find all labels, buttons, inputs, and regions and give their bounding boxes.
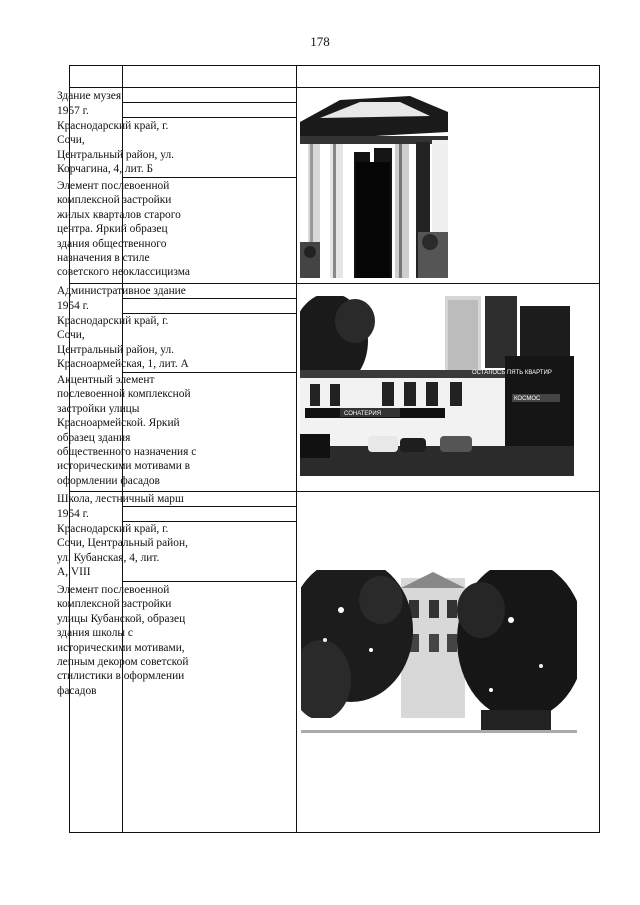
address-line: Сочи, Центральный район, [57, 537, 188, 550]
description-line: жилых кварталов старого [57, 208, 181, 221]
description-line: историческими мотивами в [57, 460, 191, 473]
column-divider [296, 66, 297, 832]
description-line: советского неоклассицизма [57, 266, 190, 279]
photo-sign-text: ОСТАЛОСЬ ПЯТЬ КВАРТИР [472, 370, 552, 376]
cell-divider [122, 177, 296, 178]
entry-description [55, 179, 293, 280]
entry-name: Здание музея [57, 90, 122, 102]
administrative-building-photo [300, 296, 574, 476]
description-line: лепным декором советской [57, 656, 189, 669]
address-line: Краснодарский край, г. [57, 523, 169, 535]
photo-sign-text: СОНАТЕРИЯ [344, 411, 382, 417]
address-line: Красноармейская, 1, лит. А [57, 358, 189, 371]
entry-year: 1954 г. [57, 300, 89, 312]
description-line: оформлении фасадов [57, 474, 160, 487]
address-line: Центральный район, ул. [57, 343, 174, 356]
description-line: Акцентный элемент [57, 374, 155, 386]
address-line: Корчагина, 4, лит. Б [57, 163, 154, 176]
address-line: Краснодарский край, г. [57, 120, 169, 132]
description-line: назначения в стиле [57, 252, 150, 265]
entry-address [55, 119, 293, 177]
description-line: фасадов [57, 684, 97, 697]
address-line: ул. Кубанская, 4, лит. [57, 551, 160, 564]
description-line: послевоенной комплексной [57, 388, 191, 401]
description-line: комплексной застройки [57, 598, 172, 611]
description-line: здания школы с [57, 627, 133, 640]
header-row-divider [70, 87, 599, 88]
description-line: здания общественного [57, 237, 167, 250]
entry-name: Административное здание [57, 285, 186, 297]
cell-divider [122, 581, 296, 582]
description-line: стилистики в оформлении [57, 670, 185, 683]
address-line: Сочи, [57, 134, 85, 147]
address-line: А, VIII [57, 566, 91, 579]
address-line: Сочи, [57, 329, 85, 342]
description-line: историческими мотивами, [57, 641, 185, 654]
description-line: центра. Яркий образец [57, 223, 168, 236]
entry-address [55, 314, 293, 372]
page-number: 178 [310, 34, 330, 49]
school-building-photo [301, 570, 577, 742]
description-line: Красноармейской. Яркий [57, 417, 180, 430]
description-line: застройки улицы [57, 402, 140, 415]
description-line: образец здания [57, 431, 131, 444]
museum-building-photo [300, 92, 448, 278]
description-line: Элемент послевоенной [57, 584, 170, 596]
entry-year: 1954 г. [57, 508, 89, 520]
entry-year: 1957 г. [57, 105, 89, 117]
address-line: Краснодарский край, г. [57, 315, 169, 327]
entry-name: Школа, лестничный марш [57, 493, 184, 505]
description-line: комплексной застройки [57, 194, 172, 207]
entry-description [55, 583, 293, 698]
address-line: Центральный район, ул. [57, 148, 174, 161]
entry-address [55, 522, 293, 580]
description-line: Элемент послевоенной [57, 180, 170, 192]
description-line: общественного назначения с [57, 446, 197, 459]
description-line: улицы Кубанской, образец [57, 612, 186, 625]
entry-description [55, 373, 293, 488]
photo-sign-text: КОСМОС [514, 396, 541, 402]
